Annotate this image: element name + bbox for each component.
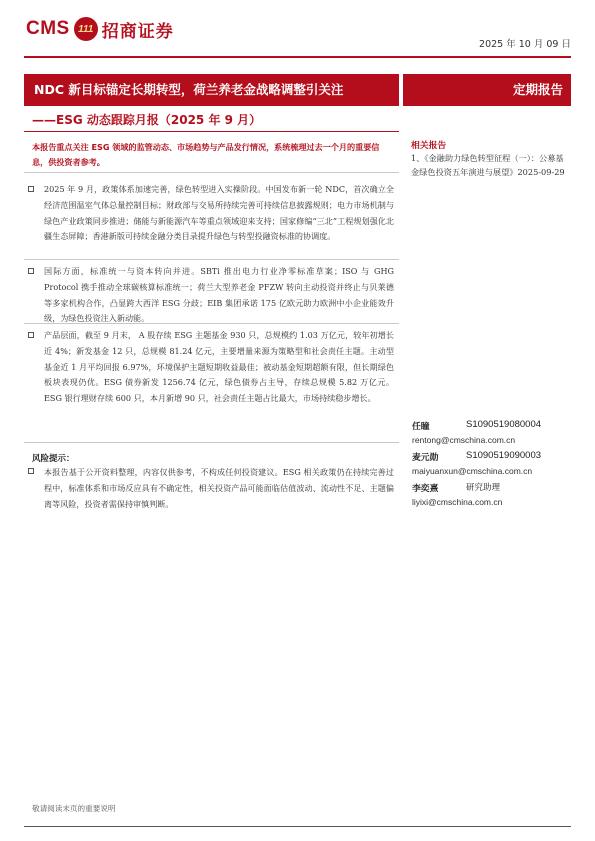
key-point-1 [28,182,394,245]
analyst-role: 研究助理 [466,483,501,493]
key-point-divider [24,259,399,260]
logo-chinese: 招商证券 [101,21,174,42]
key-point-2 [28,264,394,327]
logo-emblem-icon [74,17,98,41]
logo-latin: CMS [26,18,70,39]
company-logo [26,16,174,42]
subtitle-divider [24,131,399,132]
summary-divider [24,172,399,173]
bullet-square-icon [28,186,34,192]
analyst-name: 麦元勋 [412,453,439,463]
risk-title: 风险提示： [32,454,75,464]
report-type-tag: 定期报告 [403,74,571,106]
analyst-email[interactable]: maiyuanxun@cmschina.com.cn [412,466,533,476]
key-point-3 [28,328,394,407]
logo-emblem-text: 111 [78,23,94,35]
analyst-card [412,450,572,476]
analyst-card [412,419,572,445]
bullet-square-icon [28,332,34,338]
related-reports-title: 相关报告 [411,141,447,151]
analyst-name: 李奕熹 [412,484,439,494]
analyst-email[interactable]: rentong@cmschina.com.cn [412,435,516,445]
risk-warning [28,464,394,512]
report-title: NDC 新目标锚定长期转型，荷兰养老金战略调整引关注 [24,74,399,106]
analyst-certificate: S1090519090003 [466,450,542,461]
key-point-text: 国际方面，标准统一与资本转向并进。SBTi 推出电力行业净零标准草案；ISO 与 GHG Protocol 携手推动全球碳核算标准统一；荷兰大型养老金 PFZW 转向主动投资并终止与贝莱德等多家机构合作，凸显跨大西洋 ESG 分歧；EIB 集团承诺 175 亿欧元助力欧洲中小企业能效升级，为绿色投资注入新动能。 [44,266,394,324]
key-point-divider [24,323,399,324]
analyst-certificate: S1090519080004 [466,419,542,430]
key-point-text: 产品层面，截至 9 月末， A 股存续 ESG 主题基金 930 只，总规模约 1.03 万亿元，较年初增长近 4%；新发基金 12 只，总规模 81.24 亿元，主要增量来源为策略型和社会责任主题。主动型基金近 1 月平均回报 6.97%，环境保护主题短期收益最佳；被动基金短期超额有限，但长期绿色板块表现仍优。ESG 债券新发 1256.74 亿元，绿色债券占主导，存续总规模 5.82 万亿元。ESG 银行理财存续 600 只，本月新增 90 只，社会责任主题占比最大，市场持续稳步增长。 [44,330,394,404]
report-subtitle: ——ESG 动态跟踪月报（2025 年 9 月） [32,113,262,127]
analyst-email[interactable]: liyixi@cmschina.com.cn [412,497,503,507]
bullet-square-icon [28,268,34,274]
report-date: 2025 年 10 月 09 日 [479,39,571,50]
analyst-name: 任瞳 [412,422,430,432]
bullet-square-icon [28,468,34,474]
related-report-link[interactable]: 1、《金融助力绿色转型征程（一）：公募基金绿色投资五年演进与展望》2025-09-29 [411,153,565,177]
footer-divider [24,826,571,827]
analyst-card [412,481,572,507]
footer-disclaimer: 敬请阅读末页的重要说明 [32,804,116,813]
risk-divider [24,442,399,443]
header-divider [24,56,571,58]
report-summary: 本报告重点关注 ESG 领域的监管动态、市场趋势与产品发行情况，系统梳理过去一个月的重要信息，供投资者参考。 [32,142,380,167]
key-point-text: 2025 年 9 月，政策体系加速完善，绿色转型进入实操阶段。中国发布新一轮 NDC，首次确立全经济范围温室气体总量控制目标；财政部与交易所持续完善可持续信息披露规则；电力市场机制与绿色产业政策同步推进；储能与新能源汽车等重点领域迎来支持；国家修编“三北”工程规划强化北疆生态屏障；香港新版可持续金融分类目录提升绿色与转型投融资标准的协调度。 [44,184,394,242]
risk-text: 本报告基于公开资料整理，内容仅供参考，不构成任何投资建议。ESG 相关政策仍在持续完善过程中，标准体系和市场反应具有不确定性，相关投资产品可能面临估值波动、流动性不足、主题偏离等风险，投资者需保持审慎判断。 [44,467,394,509]
